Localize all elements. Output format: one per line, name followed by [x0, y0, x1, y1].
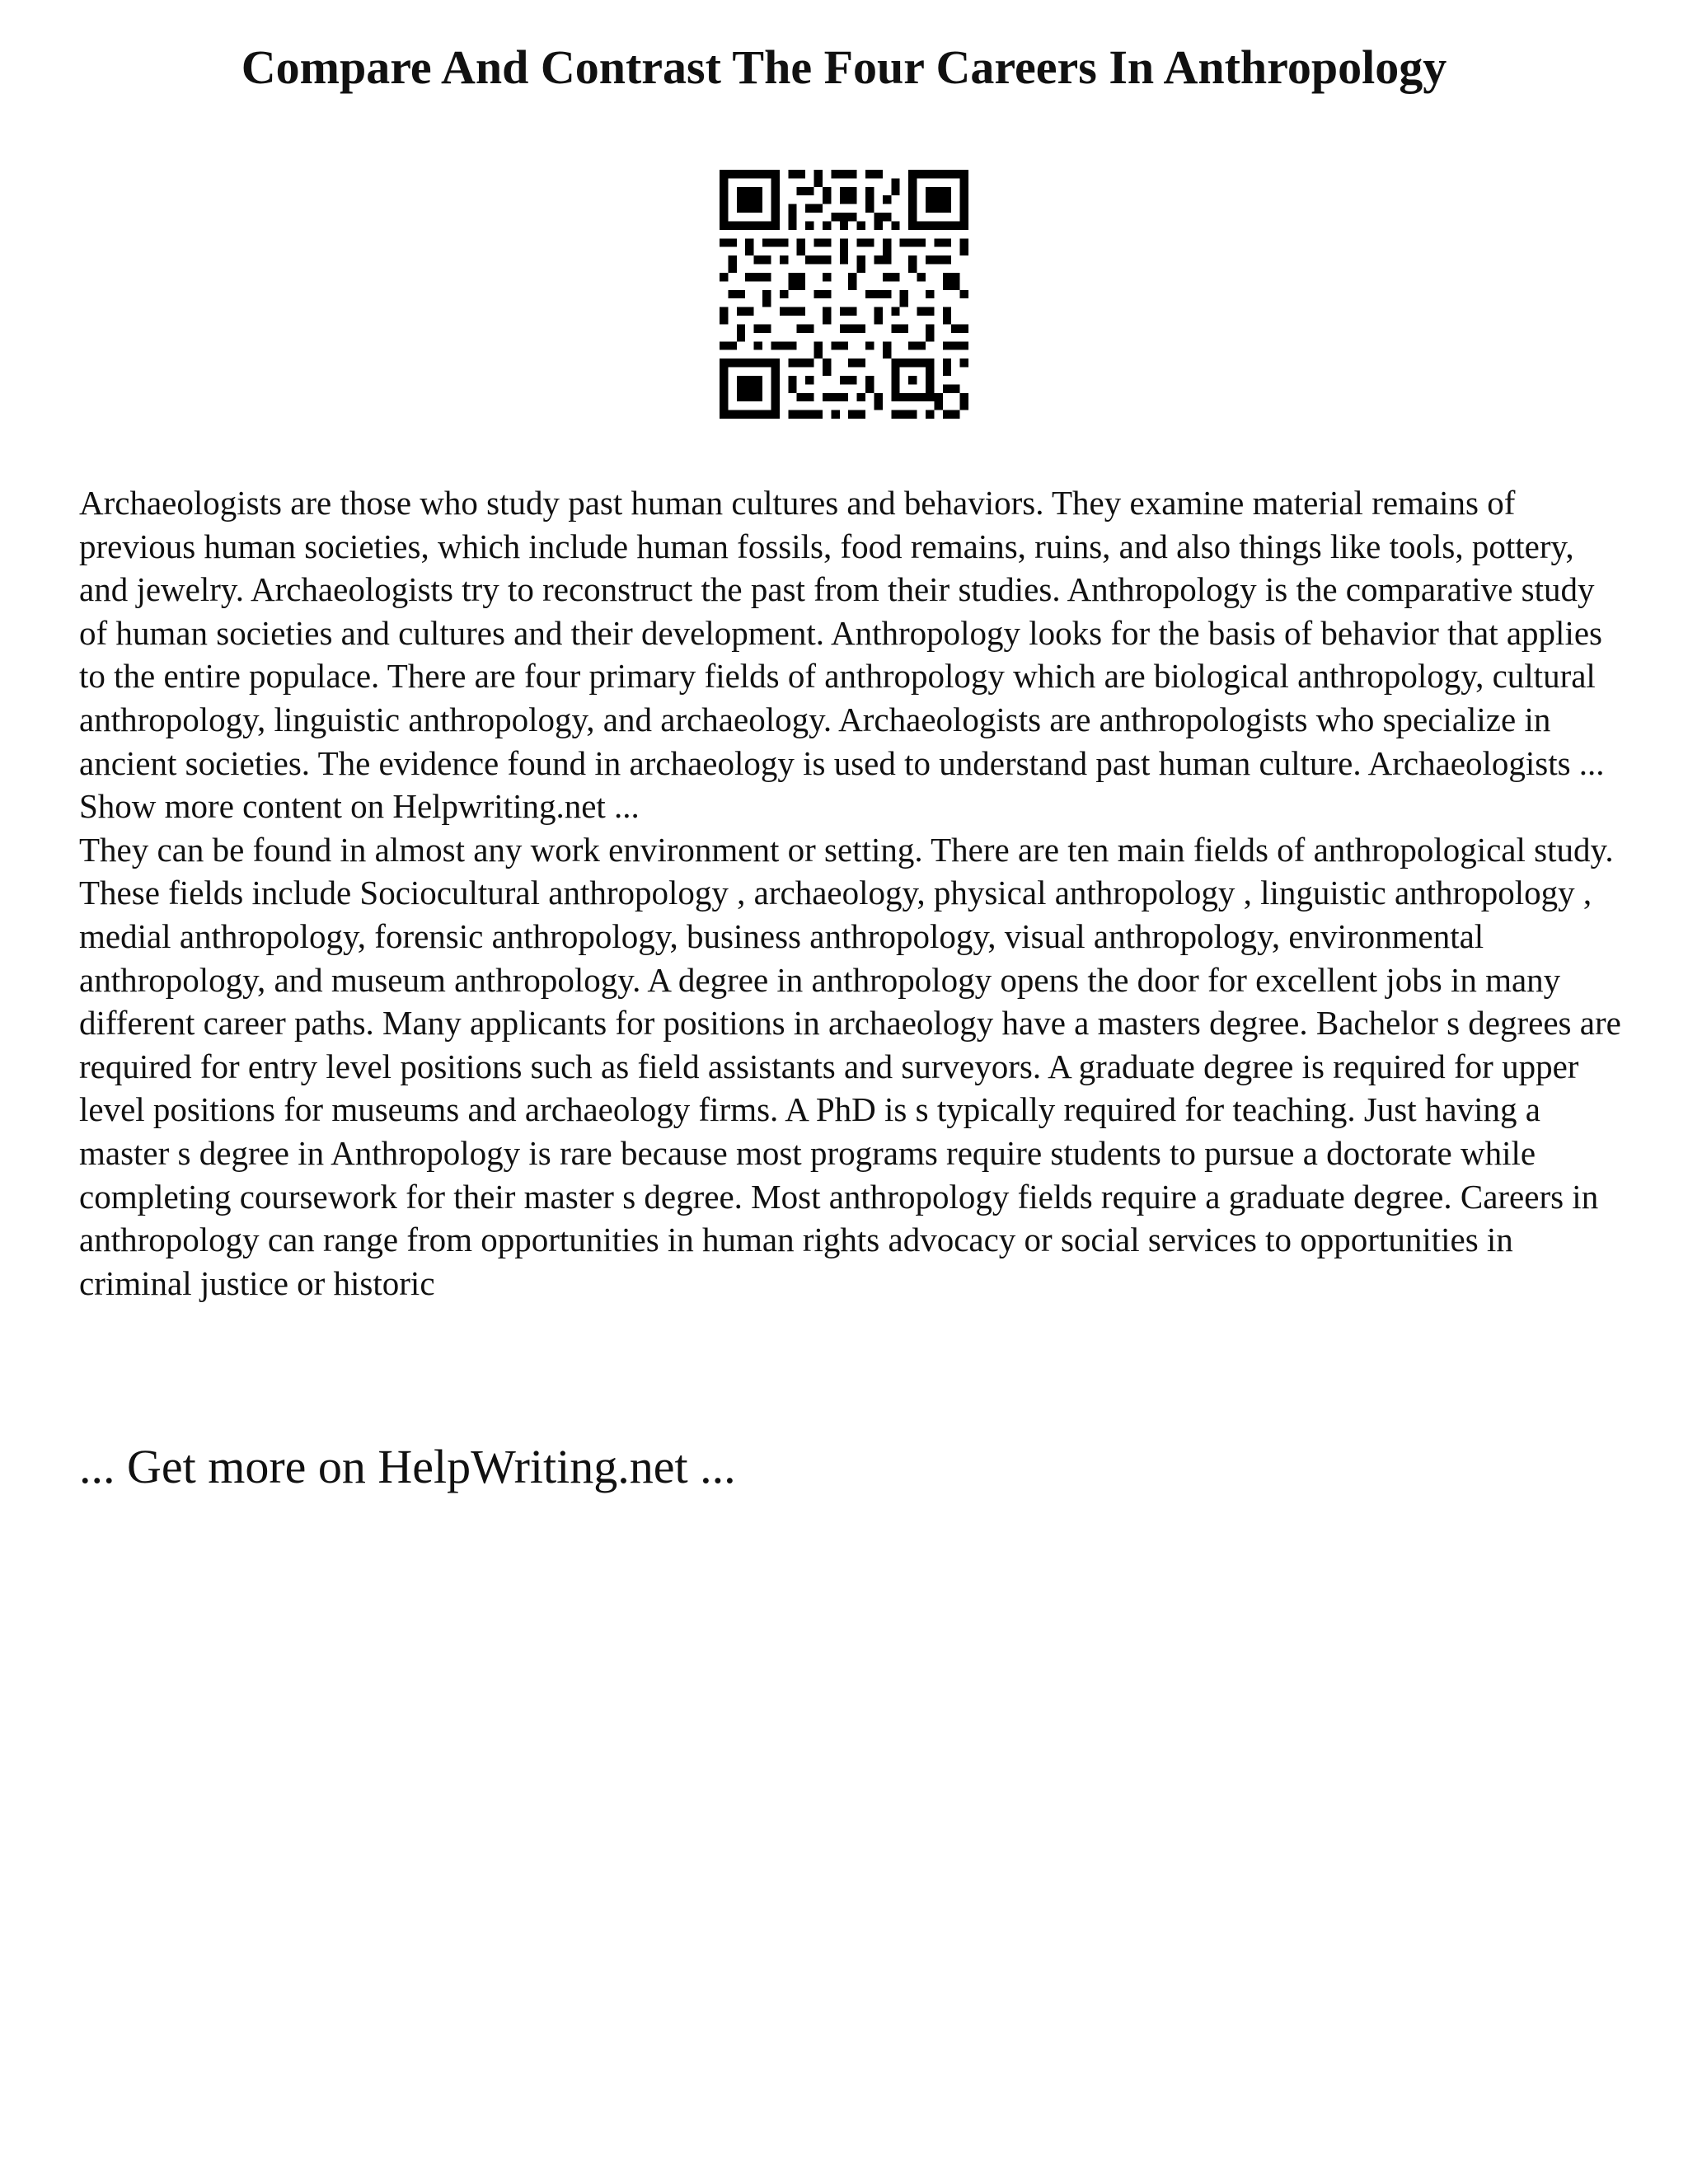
get-more-link[interactable]: ... Get more on HelpWriting.net ... [79, 1440, 736, 1493]
paragraph: They can be found in almost any work environment or setting. There are ten main fields of anthropological study. These fields include Sociocultural anthropology , archaeology, physical anthropology , linguistic anthropology , medial anthropology, forensic anthropology, business anthropology, visual anthropology, environmental anthropology, and museum anthropology. A degree in anthropology opens the door for excellent jobs in many different career paths. Many applicants for positions in archaeology have a masters degree. Bachelor s degrees are required for entry level positions such as field assistants and surveyors. A graduate degree is required for upper level positions for museums and archaeology firms. A PhD is s typically required for teaching. Just having a master s degree in Anthropology is rare because most programs require students to pursue a doctorate while completing coursework for their master s degree. Most anthropology fields require a graduate degree. Careers in anthropology can range from opportunities in human rights advocacy or social services to opportunities in criminal justice or historic [79, 830, 1621, 1302]
page-title: Compare And Contrast The Four Careers In Anthropology [241, 40, 1447, 94]
paragraph: Archaeologists are those who study past human cultures and behaviors. They examine material remains of previous human societies, which include human fossils, food remains, ruins, and also things like tools, pottery, and jewelry. Archaeologists try to reconstruct the past from their studies. Anthropology is the comparative study of human societies and cultures and their development. Anthropology looks for the basis of behavior that applies to the entire populace. There are four primary fields of anthropology which are biological anthropology, cultural anthropology, linguistic anthropology, and archaeology. Archaeologists are anthropologists who specialize in ancient societies. The evidence found in archaeology is used to understand past human culture. Archaeologists ... Show more content on Helpwriting.net ... [79, 484, 1605, 826]
article-body [79, 481, 1629, 1305]
qr-code-icon [720, 170, 968, 419]
